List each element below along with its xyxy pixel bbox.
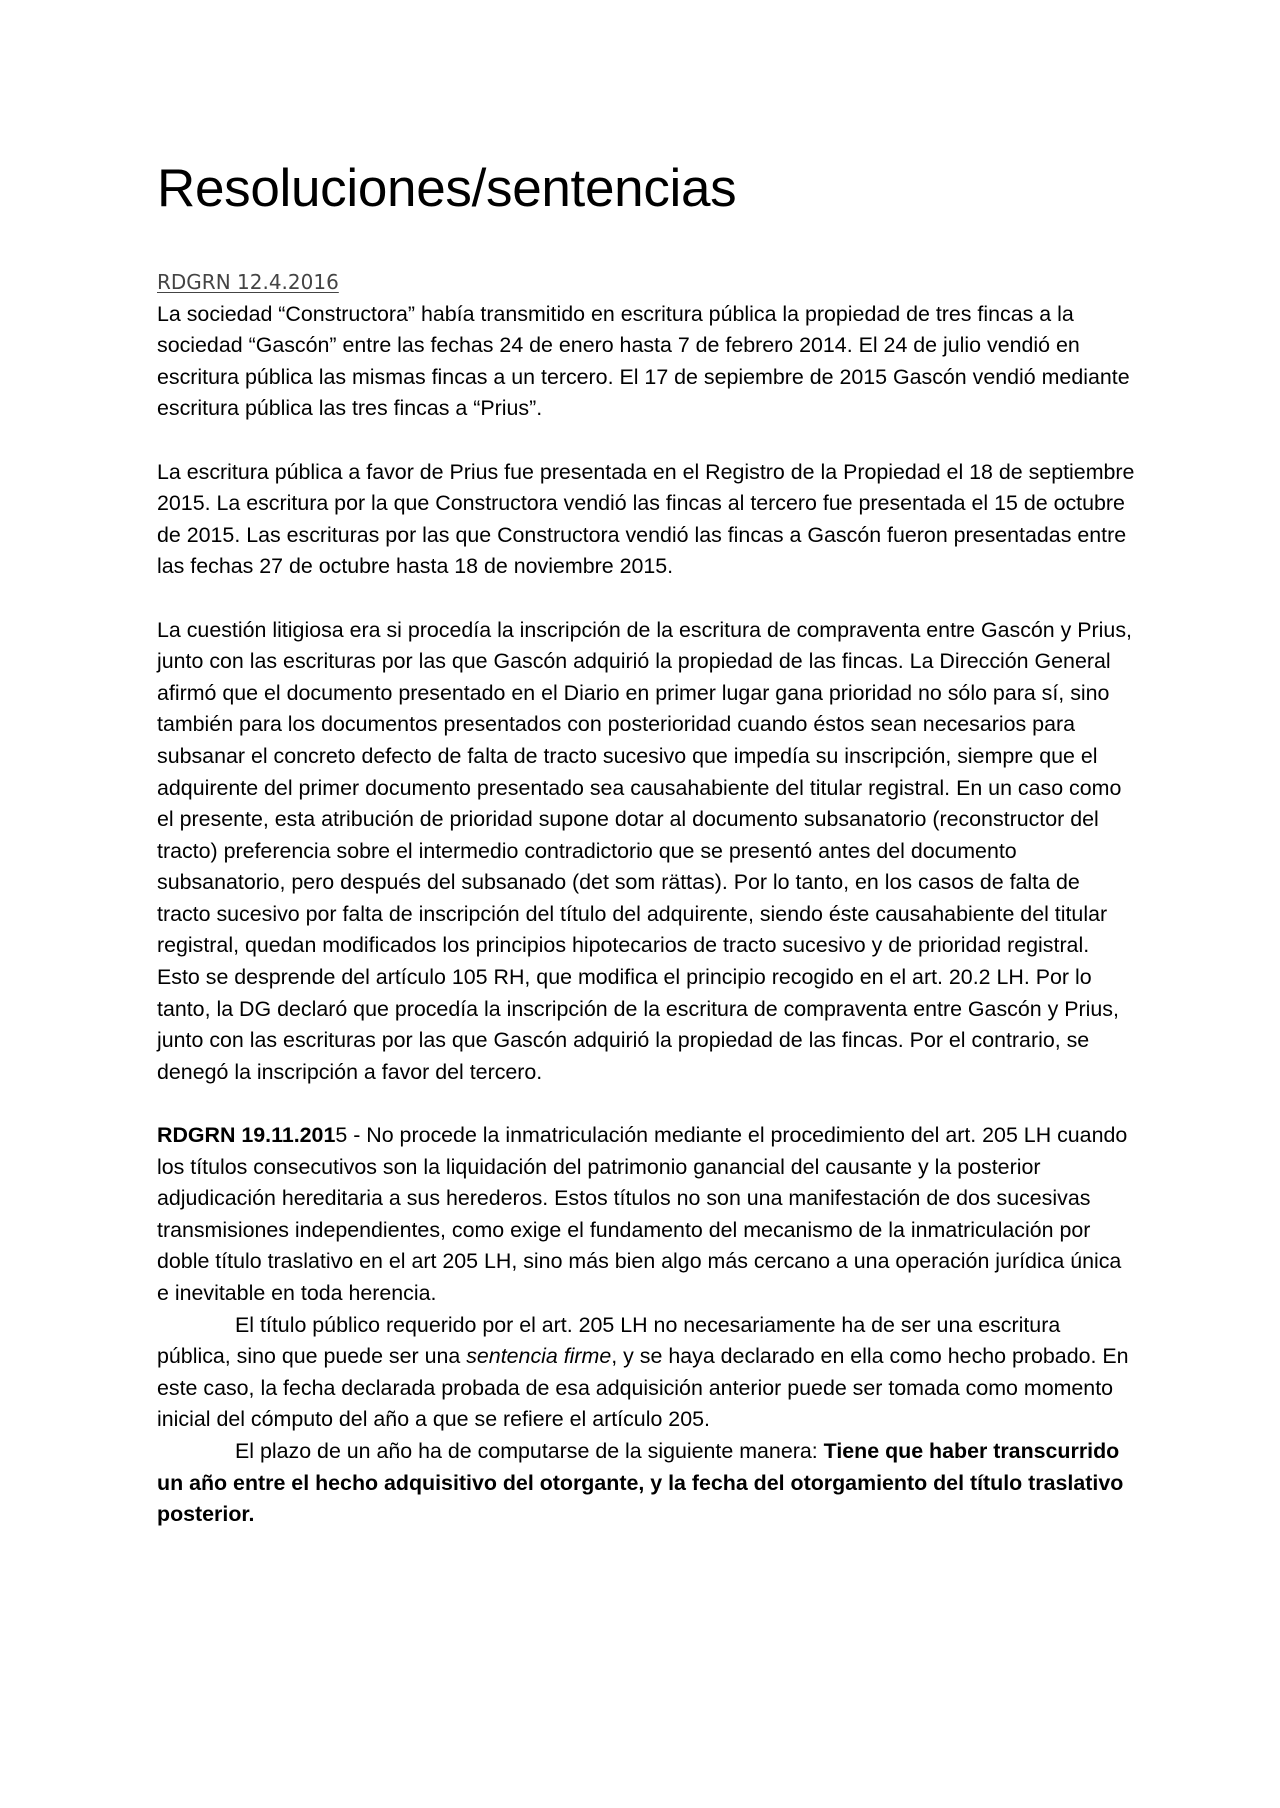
paragraph-spacer (157, 583, 1137, 615)
italic-term: sentencia firme (466, 1344, 612, 1369)
case-reference-link[interactable]: RDGRN 12.4.2016 (157, 270, 339, 294)
paragraph (157, 1310, 1137, 1436)
paragraph: La escritura pública a favor de Prius fue presentada en el Registro de la Propiedad el 18 de septiembre 2015. La escritura por la que Constructora vendió las fincas al tercero fue presentada el 15 de octubre de 2015. Las escrituras por las que Constructora vendió las fincas a Gascón fueron presentadas entre las fechas 27 de octubre hasta 18 de noviembre 2015. (157, 459, 1135, 579)
paragraph: La sociedad “Constructora” había transmitido en escritura pública la propiedad de tres fincas a la sociedad “Gascón” entre las fechas 24 de enero hasta 7 de febrero 2014. El 24 de julio vendió en escritura pública las mismas fincas a un tercero. El 17 de sepiembre de 2015 Gascón vendió mediante escritura pública las tres fincas a “Prius”. (157, 301, 1130, 421)
case-reference-suffix: 5 - (335, 1123, 367, 1148)
case-reference (157, 267, 1137, 299)
paragraph-text: , y se haya declarado en ella como hecho probado. En este caso, la fecha declarada probada de esa adquisición anterior puede ser tomada como momento inicial del cómputo del año a que se refiere el artículo 205. (157, 1344, 1129, 1432)
paragraph-spacer (157, 1088, 1137, 1120)
paragraph: La cuestión litigiosa era si procedía la inscripción de la escritura de compraventa entre Gascón y Prius, junto con las escrituras por las que Gascón adquirió la propiedad de las fincas. La Dirección General afirmó que el documento presentado en el Diario en primer lugar gana prioridad no sólo para sí, sino también para los documentos presentados con posterioridad cuando éstos sean necesarios para subsanar el concreto defecto de falta de tracto sucesivo que impedía su inscripción, siempre que el adquirente del primer documento presentado sea causahabiente del titular registral. En un caso como el presente, esta atribución de prioridad supone dotar al documento subsanatorio (reconstructor del tracto) preferencia sobre el intermedio contradictorio que se presentó antes del documento subsanatorio, pero después del subsanado (det som rättas). Por lo tanto, en los casos de falta de tracto sucesivo por falta de inscripción del título del adquirente, siendo éste causahabiente del titular registral, quedan modificados los principios hipotecarios de tracto sucesivo y de prioridad registral. Esto se desprende del artículo 105 RH, que modifica el principio recogido en el art. 20.2 LH. Por lo tanto, la DG declaró que procedía la inscripción de la escritura de compraventa entre Gascón y Prius, junto con las escrituras por las que Gascón adquirió la propiedad de las fincas. Por el contrario, se denegó la inscripción a favor del tercero. (157, 617, 1132, 1084)
paragraph-text: El título público requerido por el art. 205 LH no necesariamente ha de ser una escritura pública, sino que puede ser una (157, 1312, 1061, 1369)
document-body (157, 267, 1137, 1531)
bold-statement: Tiene que haber transcurrido un año entre el hecho adquisitivo del otorgante, y la fecha del otorgamiento del título traslativo posterior. (157, 1438, 1124, 1527)
paragraph-text: No procede la inmatriculación mediante el procedimiento del art. 205 LH cuando los títulos consecutivos son la liquidación del patrimonio ganancial del causante y la posterior adjudicación hereditaria a sus herederos. Estos títulos no son una manifestación de dos sucesivas transmisiones independientes, como exige el fundamento del mecanismo de la inmatriculación por doble título traslativo en el art 205 LH, sino más bien algo más cercano a una operación jurídica única e inevitable en toda herencia. (157, 1123, 1128, 1305)
paragraph (157, 1120, 1137, 1310)
paragraph (157, 1436, 1137, 1531)
paragraph-spacer (157, 425, 1137, 457)
page-title: Resoluciones/sentencias (157, 159, 737, 218)
paragraph-text: El plazo de un año ha de computarse de la siguiente manera: (235, 1438, 824, 1463)
case-reference-bold: RDGRN 19.11.201 (157, 1123, 336, 1148)
